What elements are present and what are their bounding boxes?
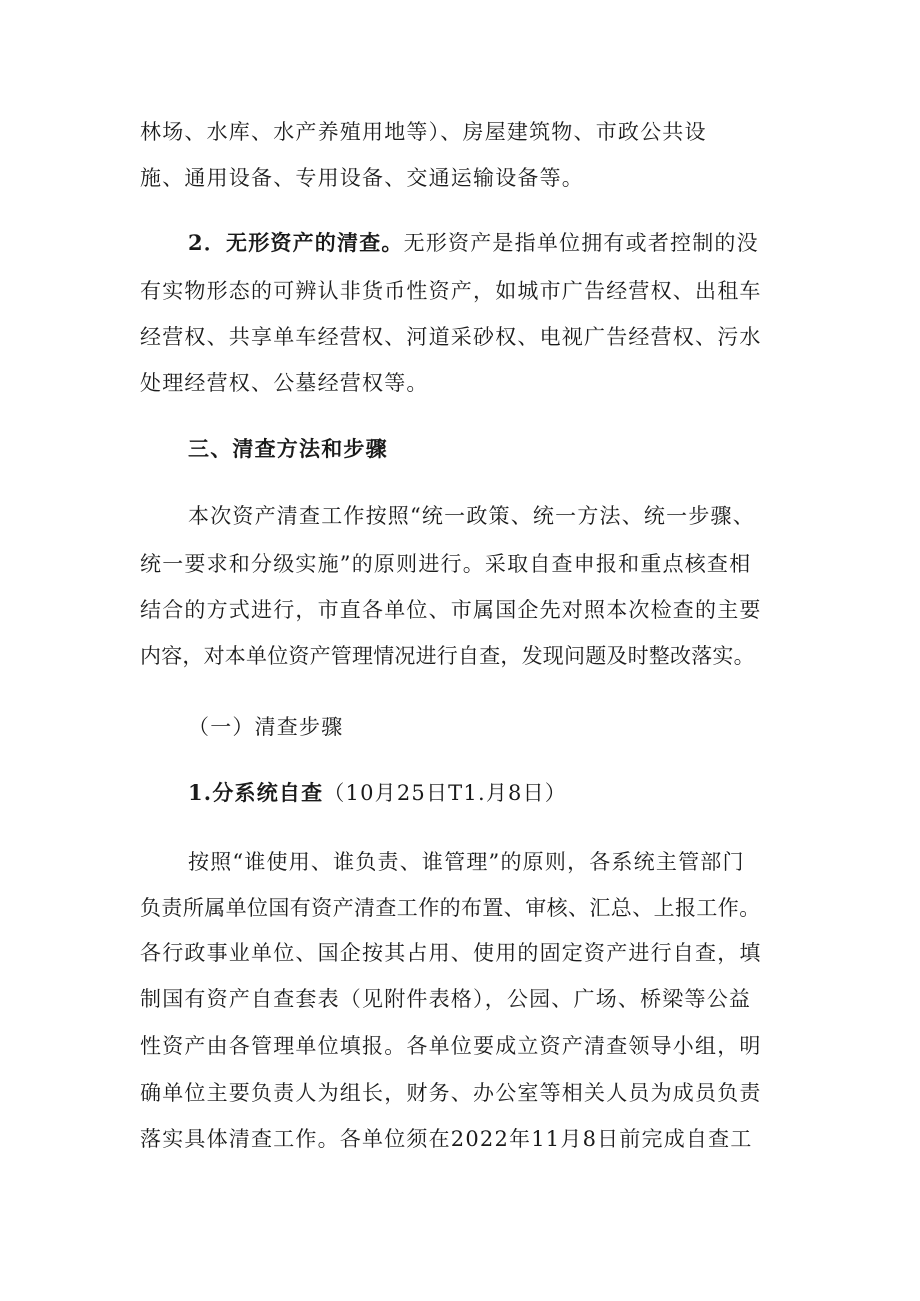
- text-line: 确单位主要负责人为组长，财务、办公室等相关人员为成员负责: [140, 1081, 762, 1105]
- text-line: 经营权、共享单车经营权、河道采砂权、电视广告经营权、污水: [140, 325, 762, 349]
- item-2-line: [140, 227, 800, 259]
- text-line: 各行政事业单位、国企按其占用、使用的固定资产进行自查，填: [140, 941, 762, 965]
- section-heading: 三、清查方法和步骤: [188, 436, 388, 461]
- text-line: 处理经营权、公墓经营权等。: [140, 371, 429, 395]
- item-2-heading: ．无形资产的清查。: [203, 230, 404, 255]
- subsection-heading: （一）清查步骤: [188, 715, 344, 739]
- text-line: 按照“谁使用、谁负责、谁管理”的原则，各系统主管部门: [188, 850, 745, 874]
- step-1-line: [188, 777, 800, 809]
- text-line: 统一要求和分级实施”的原则进行。采取自查申报和重点核查相: [140, 552, 752, 576]
- text-line: 林场、水库、水产养殖用地等）、房屋建筑物、市政公共设: [140, 120, 707, 144]
- item-2-number: 2: [188, 230, 204, 255]
- text-line: 制国有资产自查套表（见附件表格），公园、广场、桥梁等公益: [140, 987, 752, 1011]
- text-line: 内容，对本单位资产管理情况进行自查，发现问题及时整改落实。: [140, 644, 755, 668]
- text-line: 有实物形态的可辨认非货币性资产，如城市广告经营权、出租车: [140, 279, 762, 303]
- text-line: 负责所属单位国有资产清查工作的布置、审核、汇总、上报工作。: [140, 896, 761, 920]
- item-2-text: 无形资产是指单位拥有或者控制的没: [403, 231, 759, 255]
- text-line: 性资产由各管理单位填报。各单位要成立资产清查领导小组，明: [140, 1034, 762, 1058]
- text-line: 结合的方式进行，市直各单位、市属国企先对照本次检查的主要: [140, 598, 762, 622]
- step-1-date-range: （10月25日T1.月8日）: [323, 781, 567, 805]
- step-1-heading: 1.分系统自查: [188, 780, 324, 805]
- text-line: 落实具体清查工作。各单位须在2022年11月8日前完成自查工: [140, 1127, 753, 1151]
- text-line: 本次资产清查工作按照“统一政策、统一方法、统一步骤、: [188, 504, 755, 528]
- text-line: 施、通用设备、专用设备、交通运输设备等。: [140, 166, 584, 190]
